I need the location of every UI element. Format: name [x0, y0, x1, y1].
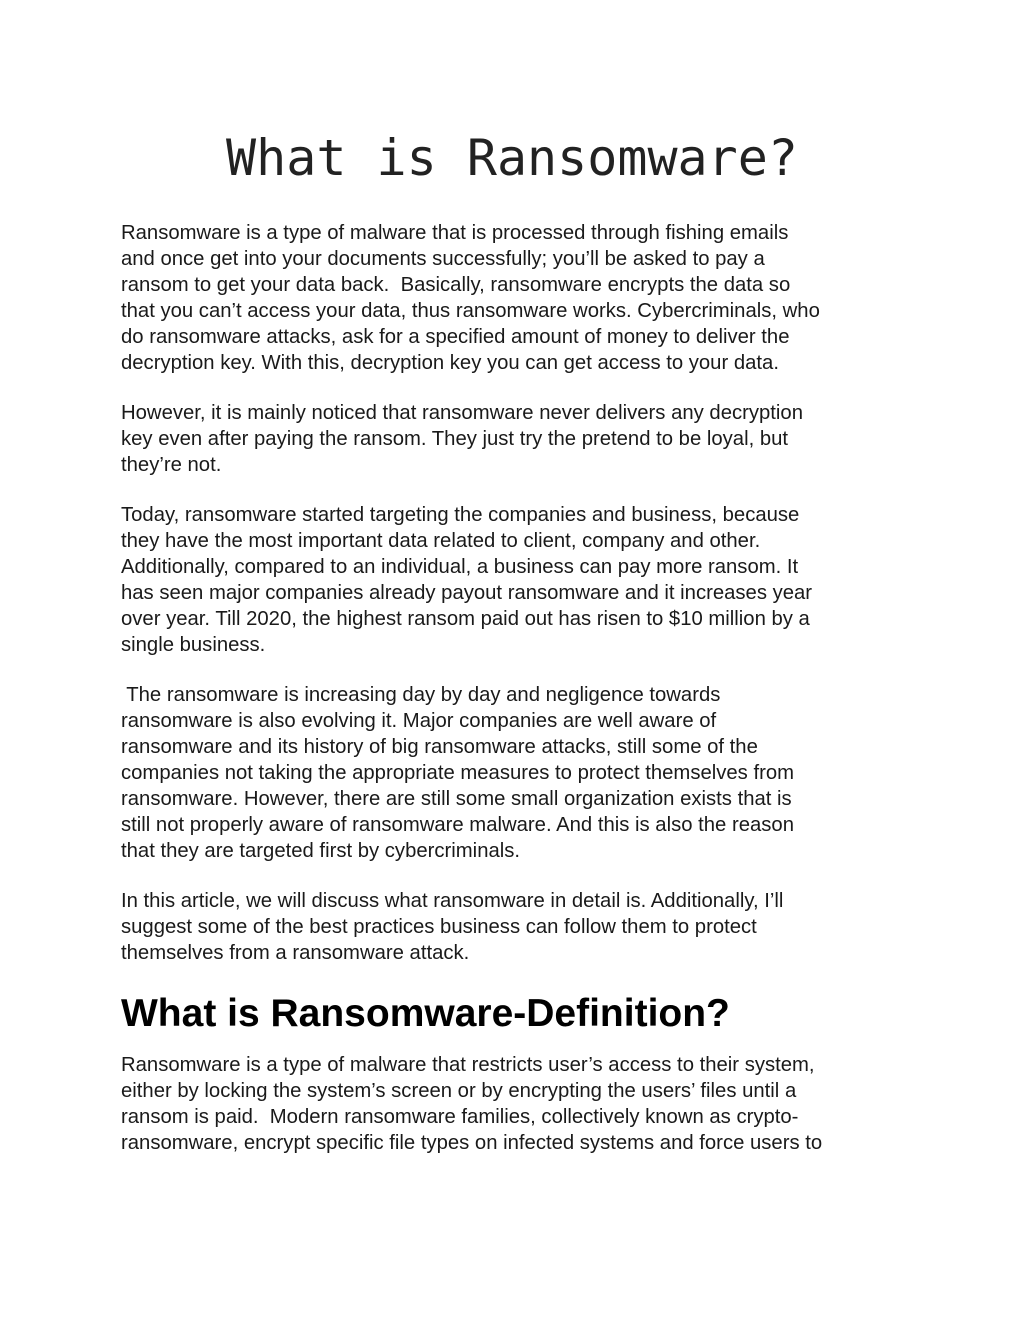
paragraph-increasing: [121, 682, 911, 864]
text-line: still not properly aware of ransomware malware. And this is also the reason: [121, 814, 794, 836]
text-line: and once get into your documents successfully; you’ll be asked to pay a: [121, 248, 765, 270]
text-line: However, it is mainly noticed that ransomware never delivers any decryption: [121, 402, 803, 424]
text-line: companies not taking the appropriate measures to protect themselves from: [121, 762, 795, 784]
text-line: ransomware and its history of big ransomware attacks, still some of the: [121, 736, 758, 758]
text-line: either by locking the system’s screen or by encrypting the users’ files until a: [121, 1080, 797, 1102]
text-line: ransomware, encrypt specific file types on infected systems and force users to: [121, 1132, 823, 1154]
paragraph-article-scope: [121, 888, 911, 966]
text-line: In this article, we will discuss what ransomware in detail is. Additionally, I’ll: [121, 890, 784, 912]
document-body: [121, 220, 911, 1180]
text-line: Additionally, compared to an individual, a business can pay more ransom. It: [121, 556, 799, 578]
text-line: single business.: [121, 634, 266, 656]
text-line: themselves from a ransomware attack.: [121, 942, 470, 964]
text-line: they have the most important data related to client, company and other.: [121, 530, 761, 552]
text-line: ransom to get your data back. Basically, ransomware encrypts the data so: [121, 274, 791, 296]
text-line: they’re not.: [121, 454, 222, 476]
page-title: What is Ransomware?: [226, 129, 798, 187]
text-line: ransom is paid. Modern ransomware families, collectively known as crypto-: [121, 1106, 799, 1128]
paragraph-definition: [121, 1052, 911, 1156]
text-line: ransomware is also evolving it. Major companies are well aware of: [121, 710, 717, 732]
paragraph-intro: [121, 220, 911, 376]
text-line: The ransomware is increasing day by day and negligence towards: [121, 684, 721, 706]
text-line: Today, ransomware started targeting the companies and business, because: [121, 504, 800, 526]
text-line: that they are targeted first by cybercriminals.: [121, 840, 521, 862]
text-line: decryption key. With this, decryption key you can get access to your data.: [121, 352, 779, 374]
text-line: has seen major companies already payout ransomware and it increases year: [121, 582, 813, 604]
paragraph-decryption-key: [121, 400, 911, 478]
text-line: suggest some of the best practices business can follow them to protect: [121, 916, 757, 938]
text-line: Ransomware is a type of malware that restricts user’s access to their system,: [121, 1054, 815, 1076]
text-line: ransomware. However, there are still some small organization exists that is: [121, 788, 792, 810]
section-heading: What is Ransomware-Definition?: [121, 992, 730, 1035]
text-line: do ransomware attacks, ask for a specified amount of money to deliver the: [121, 326, 790, 348]
text-line: key even after paying the ransom. They just try the pretend to be loyal, but: [121, 428, 789, 450]
text-line: that you can’t access your data, thus ransomware works. Cybercriminals, who: [121, 300, 820, 322]
paragraph-targeting-companies: [121, 502, 911, 658]
text-line: Ransomware is a type of malware that is processed through fishing emails: [121, 222, 789, 244]
text-line: over year. Till 2020, the highest ransom paid out has risen to $10 million by a: [121, 608, 810, 630]
